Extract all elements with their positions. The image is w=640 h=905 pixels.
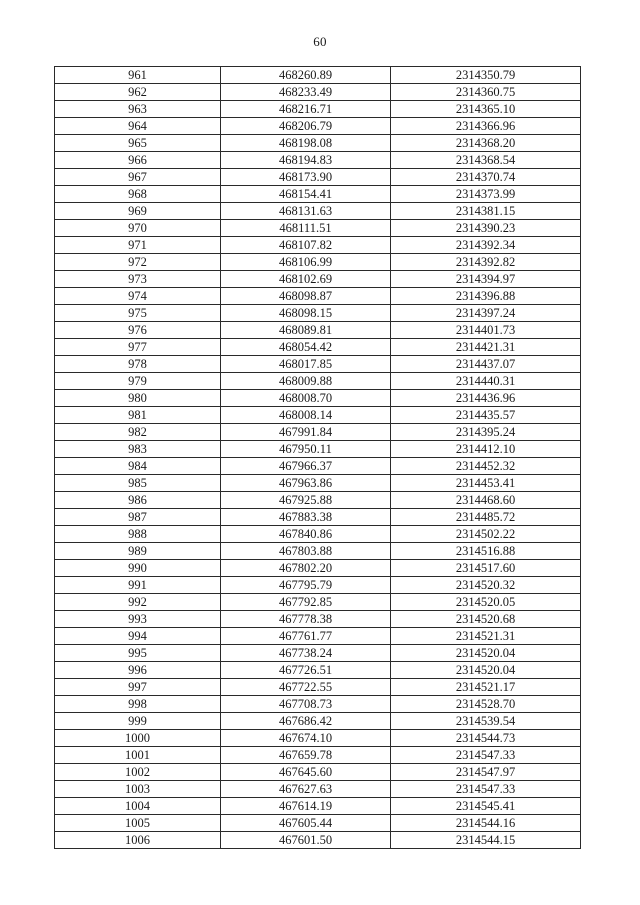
point-number-cell: 1004 — [55, 798, 221, 815]
table-row — [55, 543, 581, 560]
table-row — [55, 254, 581, 271]
table-row — [55, 526, 581, 543]
table-row — [55, 84, 581, 101]
x-coordinate-cell: 468017.85 — [221, 356, 391, 373]
x-coordinate-cell: 467738.24 — [221, 645, 391, 662]
point-number-cell: 977 — [55, 339, 221, 356]
point-number-cell: 988 — [55, 526, 221, 543]
y-coordinate-cell: 2314360.75 — [391, 84, 581, 101]
y-coordinate-cell: 2314440.31 — [391, 373, 581, 390]
point-number-cell: 984 — [55, 458, 221, 475]
y-coordinate-cell: 2314397.24 — [391, 305, 581, 322]
point-number-cell: 986 — [55, 492, 221, 509]
x-coordinate-cell: 468131.63 — [221, 203, 391, 220]
y-coordinate-cell: 2314437.07 — [391, 356, 581, 373]
point-number-cell: 968 — [55, 186, 221, 203]
point-number-cell: 965 — [55, 135, 221, 152]
point-number-cell: 1001 — [55, 747, 221, 764]
table-row — [55, 101, 581, 118]
x-coordinate-cell: 468260.89 — [221, 67, 391, 84]
point-number-cell: 993 — [55, 611, 221, 628]
y-coordinate-cell: 2314394.97 — [391, 271, 581, 288]
point-number-cell: 964 — [55, 118, 221, 135]
x-coordinate-cell: 467778.38 — [221, 611, 391, 628]
x-coordinate-cell: 468154.41 — [221, 186, 391, 203]
x-coordinate-cell: 468089.81 — [221, 322, 391, 339]
table-row — [55, 781, 581, 798]
x-coordinate-cell: 467883.38 — [221, 509, 391, 526]
x-coordinate-cell: 467726.51 — [221, 662, 391, 679]
coordinate-table — [54, 66, 581, 849]
point-number-cell: 975 — [55, 305, 221, 322]
y-coordinate-cell: 2314368.54 — [391, 152, 581, 169]
y-coordinate-cell: 2314547.33 — [391, 781, 581, 798]
point-number-cell: 972 — [55, 254, 221, 271]
x-coordinate-cell: 467614.19 — [221, 798, 391, 815]
y-coordinate-cell: 2314452.32 — [391, 458, 581, 475]
point-number-cell: 996 — [55, 662, 221, 679]
point-number-cell: 963 — [55, 101, 221, 118]
x-coordinate-cell: 467792.85 — [221, 594, 391, 611]
x-coordinate-cell: 467991.84 — [221, 424, 391, 441]
y-coordinate-cell: 2314392.34 — [391, 237, 581, 254]
x-coordinate-cell: 468098.87 — [221, 288, 391, 305]
table-row — [55, 611, 581, 628]
x-coordinate-cell: 468054.42 — [221, 339, 391, 356]
y-coordinate-cell: 2314520.05 — [391, 594, 581, 611]
point-number-cell: 1003 — [55, 781, 221, 798]
x-coordinate-cell: 467659.78 — [221, 747, 391, 764]
x-coordinate-cell: 468008.14 — [221, 407, 391, 424]
x-coordinate-cell: 467950.11 — [221, 441, 391, 458]
table-row — [55, 441, 581, 458]
table-row — [55, 679, 581, 696]
point-number-cell: 987 — [55, 509, 221, 526]
table-row — [55, 288, 581, 305]
x-coordinate-cell: 468206.79 — [221, 118, 391, 135]
point-number-cell: 962 — [55, 84, 221, 101]
x-coordinate-cell: 468106.99 — [221, 254, 391, 271]
table-row — [55, 424, 581, 441]
point-number-cell: 991 — [55, 577, 221, 594]
x-coordinate-cell: 467686.42 — [221, 713, 391, 730]
table-row — [55, 628, 581, 645]
x-coordinate-cell: 467966.37 — [221, 458, 391, 475]
point-number-cell: 982 — [55, 424, 221, 441]
x-coordinate-cell: 468216.71 — [221, 101, 391, 118]
table-row — [55, 577, 581, 594]
y-coordinate-cell: 2314521.31 — [391, 628, 581, 645]
y-coordinate-cell: 2314520.04 — [391, 645, 581, 662]
x-coordinate-cell: 467605.44 — [221, 815, 391, 832]
table-row — [55, 322, 581, 339]
table-row — [55, 764, 581, 781]
point-number-cell: 983 — [55, 441, 221, 458]
table-row — [55, 730, 581, 747]
point-number-cell: 981 — [55, 407, 221, 424]
x-coordinate-cell: 468233.49 — [221, 84, 391, 101]
y-coordinate-cell: 2314544.16 — [391, 815, 581, 832]
table-row — [55, 271, 581, 288]
x-coordinate-cell: 467722.55 — [221, 679, 391, 696]
x-coordinate-cell: 467925.88 — [221, 492, 391, 509]
y-coordinate-cell: 2314436.96 — [391, 390, 581, 407]
table-row — [55, 458, 581, 475]
point-number-cell: 969 — [55, 203, 221, 220]
x-coordinate-cell: 467674.10 — [221, 730, 391, 747]
x-coordinate-cell: 467627.63 — [221, 781, 391, 798]
y-coordinate-cell: 2314390.23 — [391, 220, 581, 237]
table-row — [55, 747, 581, 764]
point-number-cell: 976 — [55, 322, 221, 339]
point-number-cell: 1005 — [55, 815, 221, 832]
point-number-cell: 974 — [55, 288, 221, 305]
x-coordinate-cell: 468198.08 — [221, 135, 391, 152]
table-row — [55, 118, 581, 135]
y-coordinate-cell: 2314370.74 — [391, 169, 581, 186]
table-row — [55, 203, 581, 220]
table-row — [55, 169, 581, 186]
table-row — [55, 560, 581, 577]
point-number-cell: 966 — [55, 152, 221, 169]
table-row — [55, 407, 581, 424]
y-coordinate-cell: 2314395.24 — [391, 424, 581, 441]
coordinate-table-body — [55, 67, 581, 849]
point-number-cell: 967 — [55, 169, 221, 186]
point-number-cell: 1006 — [55, 832, 221, 849]
table-row — [55, 186, 581, 203]
table-row — [55, 832, 581, 849]
y-coordinate-cell: 2314381.15 — [391, 203, 581, 220]
x-coordinate-cell: 467761.77 — [221, 628, 391, 645]
x-coordinate-cell: 468009.88 — [221, 373, 391, 390]
y-coordinate-cell: 2314412.10 — [391, 441, 581, 458]
x-coordinate-cell: 467708.73 — [221, 696, 391, 713]
point-number-cell: 970 — [55, 220, 221, 237]
table-row — [55, 594, 581, 611]
table-row — [55, 696, 581, 713]
point-number-cell: 995 — [55, 645, 221, 662]
table-row — [55, 305, 581, 322]
y-coordinate-cell: 2314516.88 — [391, 543, 581, 560]
page-number: 60 — [313, 34, 327, 49]
point-number-cell: 990 — [55, 560, 221, 577]
table-row — [55, 220, 581, 237]
table-row — [55, 798, 581, 815]
table-row — [55, 713, 581, 730]
point-number-cell: 971 — [55, 237, 221, 254]
x-coordinate-cell: 468173.90 — [221, 169, 391, 186]
x-coordinate-cell: 467645.60 — [221, 764, 391, 781]
x-coordinate-cell: 468107.82 — [221, 237, 391, 254]
x-coordinate-cell: 468102.69 — [221, 271, 391, 288]
point-number-cell: 985 — [55, 475, 221, 492]
y-coordinate-cell: 2314485.72 — [391, 509, 581, 526]
y-coordinate-cell: 2314373.99 — [391, 186, 581, 203]
y-coordinate-cell: 2314520.68 — [391, 611, 581, 628]
y-coordinate-cell: 2314396.88 — [391, 288, 581, 305]
y-coordinate-cell: 2314545.41 — [391, 798, 581, 815]
y-coordinate-cell: 2314401.73 — [391, 322, 581, 339]
point-number-cell: 992 — [55, 594, 221, 611]
point-number-cell: 978 — [55, 356, 221, 373]
table-row — [55, 645, 581, 662]
x-coordinate-cell: 467963.86 — [221, 475, 391, 492]
table-row — [55, 152, 581, 169]
y-coordinate-cell: 2314528.70 — [391, 696, 581, 713]
y-coordinate-cell: 2314547.97 — [391, 764, 581, 781]
y-coordinate-cell: 2314453.41 — [391, 475, 581, 492]
table-row — [55, 373, 581, 390]
table-row — [55, 67, 581, 84]
x-coordinate-cell: 468194.83 — [221, 152, 391, 169]
y-coordinate-cell: 2314502.22 — [391, 526, 581, 543]
x-coordinate-cell: 467795.79 — [221, 577, 391, 594]
table-row — [55, 475, 581, 492]
table-row — [55, 356, 581, 373]
table-row — [55, 492, 581, 509]
y-coordinate-cell: 2314520.32 — [391, 577, 581, 594]
point-number-cell: 999 — [55, 713, 221, 730]
y-coordinate-cell: 2314368.20 — [391, 135, 581, 152]
y-coordinate-cell: 2314392.82 — [391, 254, 581, 271]
y-coordinate-cell: 2314365.10 — [391, 101, 581, 118]
y-coordinate-cell: 2314539.54 — [391, 713, 581, 730]
x-coordinate-cell: 468008.70 — [221, 390, 391, 407]
table-row — [55, 135, 581, 152]
y-coordinate-cell: 2314468.60 — [391, 492, 581, 509]
point-number-cell: 1002 — [55, 764, 221, 781]
x-coordinate-cell: 467601.50 — [221, 832, 391, 849]
y-coordinate-cell: 2314350.79 — [391, 67, 581, 84]
point-number-cell: 973 — [55, 271, 221, 288]
point-number-cell: 994 — [55, 628, 221, 645]
point-number-cell: 1000 — [55, 730, 221, 747]
y-coordinate-cell: 2314366.96 — [391, 118, 581, 135]
point-number-cell: 998 — [55, 696, 221, 713]
table-row — [55, 509, 581, 526]
table-row — [55, 237, 581, 254]
x-coordinate-cell: 467840.86 — [221, 526, 391, 543]
point-number-cell: 980 — [55, 390, 221, 407]
x-coordinate-cell: 468098.15 — [221, 305, 391, 322]
table-row — [55, 662, 581, 679]
x-coordinate-cell: 467803.88 — [221, 543, 391, 560]
point-number-cell: 979 — [55, 373, 221, 390]
y-coordinate-cell: 2314517.60 — [391, 560, 581, 577]
x-coordinate-cell: 467802.20 — [221, 560, 391, 577]
y-coordinate-cell: 2314521.17 — [391, 679, 581, 696]
point-number-cell: 961 — [55, 67, 221, 84]
table-row — [55, 390, 581, 407]
y-coordinate-cell: 2314435.57 — [391, 407, 581, 424]
table-row — [55, 815, 581, 832]
point-number-cell: 989 — [55, 543, 221, 560]
y-coordinate-cell: 2314520.04 — [391, 662, 581, 679]
y-coordinate-cell: 2314544.73 — [391, 730, 581, 747]
y-coordinate-cell: 2314421.31 — [391, 339, 581, 356]
table-row — [55, 339, 581, 356]
point-number-cell: 997 — [55, 679, 221, 696]
x-coordinate-cell: 468111.51 — [221, 220, 391, 237]
y-coordinate-cell: 2314544.15 — [391, 832, 581, 849]
y-coordinate-cell: 2314547.33 — [391, 747, 581, 764]
